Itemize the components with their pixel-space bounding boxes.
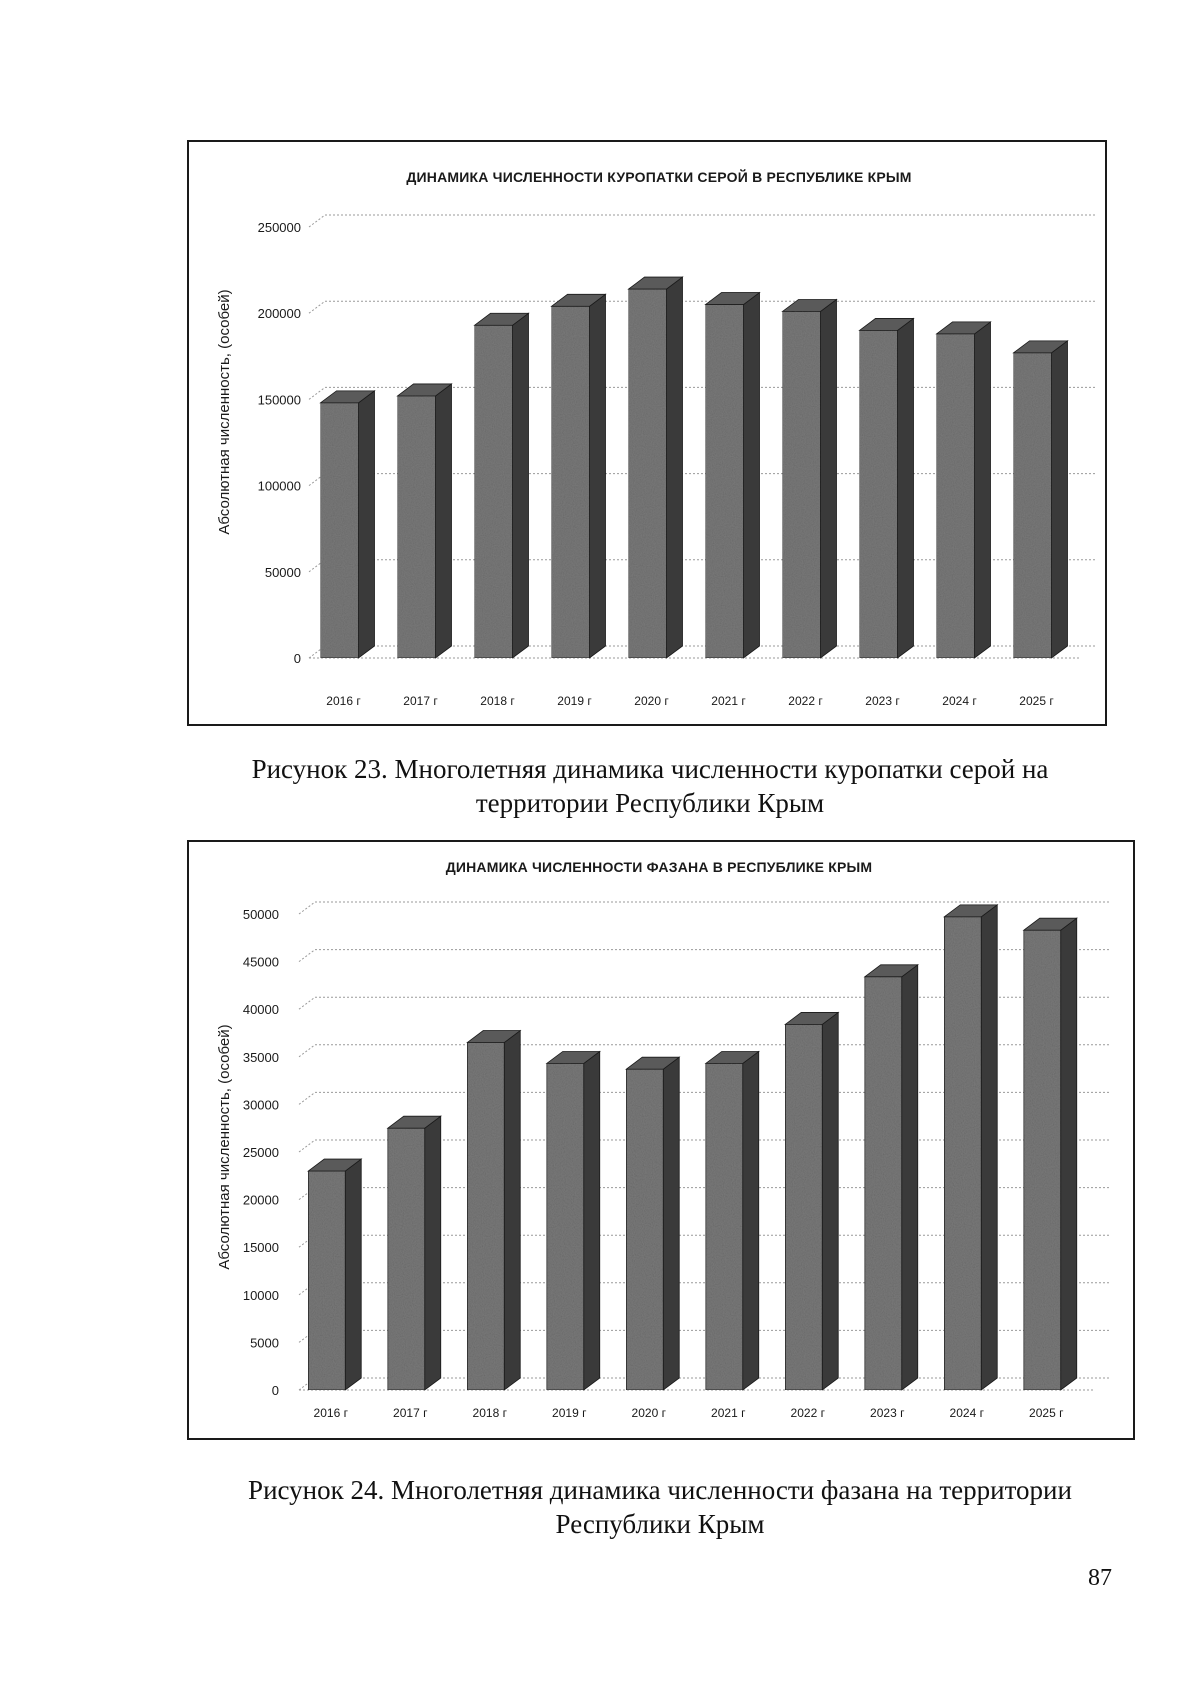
bar-2017г <box>398 384 452 658</box>
bar-front <box>865 977 902 1390</box>
chart-pheasant <box>187 840 1135 1440</box>
y-tick-label: 0 <box>271 1383 279 1398</box>
bar-2020г <box>629 277 683 658</box>
bar-front <box>398 396 436 658</box>
x-tick-label: 2023 г <box>865 694 900 708</box>
bar-front <box>626 1069 663 1390</box>
bar-side <box>902 965 918 1390</box>
bar-front <box>321 403 359 658</box>
bar-side <box>436 384 452 658</box>
bar-2017г <box>388 1116 441 1390</box>
chart-pheasant-svg <box>189 842 1133 1438</box>
bar-side <box>1052 341 1068 658</box>
bar-2020г <box>626 1057 679 1390</box>
bar-2025г <box>1014 341 1068 658</box>
x-tick-label: 2023 г <box>870 1406 905 1420</box>
bar-2023г <box>865 965 918 1390</box>
x-tick-label: 2017 г <box>393 1406 428 1420</box>
y-tick-label: 25000 <box>242 1145 279 1160</box>
y-tick-label: 5000 <box>250 1335 279 1351</box>
bar-2025г <box>1024 918 1077 1390</box>
bar-side <box>345 1159 361 1390</box>
bar-front <box>1024 930 1061 1390</box>
bar-2024г <box>944 905 997 1390</box>
gridline-depth <box>299 950 315 962</box>
bar-2021г <box>706 293 760 658</box>
x-tick-label: 2018 г <box>480 694 515 708</box>
page-number: 87 <box>1088 1565 1112 1591</box>
bar-2018г <box>475 313 529 658</box>
chart-partridge <box>187 140 1107 726</box>
gridline-depth <box>309 301 325 313</box>
bar-side <box>821 299 837 658</box>
x-tick-label: 2024 г <box>949 1406 984 1420</box>
bar-2021г <box>706 1051 759 1390</box>
bar-front <box>629 289 667 658</box>
bar-side <box>425 1116 441 1390</box>
y-tick-label: 40000 <box>242 1002 279 1018</box>
bar-front <box>467 1043 504 1390</box>
chart-title: ДИНАМИКА ЧИСЛЕННОСТИ КУРОПАТКИ СЕРОЙ В РЕСПУБЛИКЕ КРЫМ <box>406 169 912 185</box>
y-axis-label: Абсолютная численность, (особей) <box>216 1024 233 1270</box>
bar-side <box>822 1012 838 1390</box>
bar-front <box>944 917 981 1390</box>
bar-front <box>552 306 590 658</box>
x-tick-label: 2022 г <box>788 694 823 708</box>
y-tick-label: 250000 <box>257 220 301 235</box>
y-tick-label: 20000 <box>242 1192 279 1208</box>
bar-front <box>475 325 513 658</box>
gridline-depth <box>299 1140 315 1152</box>
gridline-depth <box>309 387 325 399</box>
bar-side <box>975 322 991 658</box>
x-tick-label: 2019 г <box>557 694 592 708</box>
figure-23-caption: Рисунок 23. Многолетняя динамика численности куропатки серой на территории Республики Крым <box>251 754 1049 818</box>
bar-side <box>744 293 760 658</box>
x-tick-label: 2021 г <box>711 1406 746 1420</box>
figure-24-caption: Рисунок 24. Многолетняя динамика численности фазана на территории Республики Крым <box>248 1475 1072 1539</box>
bar-side <box>513 313 529 658</box>
gridline-depth <box>299 997 315 1009</box>
bar-front <box>308 1171 345 1390</box>
y-tick-label: 50000 <box>264 564 301 580</box>
y-tick-label: 50000 <box>242 907 279 922</box>
y-tick-label: 30000 <box>242 1097 279 1113</box>
bar-front <box>706 305 744 658</box>
bar-front <box>937 334 975 658</box>
bar-front <box>783 311 821 658</box>
bar-2016г <box>321 391 375 658</box>
bar-2022г <box>783 299 837 658</box>
x-tick-label: 2022 г <box>790 1406 825 1420</box>
bar-front <box>388 1128 425 1390</box>
x-tick-label: 2024 г <box>942 694 977 708</box>
y-tick-label: 15000 <box>242 1240 279 1256</box>
x-tick-label: 2025 г <box>1029 1406 1064 1420</box>
bar-side <box>981 905 997 1390</box>
bar-front <box>1014 353 1052 658</box>
y-tick-label: 100000 <box>257 478 301 494</box>
y-tick-label: 35000 <box>242 1049 279 1065</box>
bar-side <box>743 1051 759 1390</box>
x-tick-label: 2016 г <box>326 694 361 708</box>
bar-2018г <box>467 1031 520 1390</box>
bar-side <box>898 318 914 658</box>
x-tick-label: 2017 г <box>403 694 438 708</box>
bar-front <box>860 330 898 658</box>
x-tick-label: 2020 г <box>634 694 669 708</box>
x-tick-label: 2018 г <box>472 1406 507 1420</box>
gridline-depth <box>299 1092 315 1104</box>
x-tick-label: 2016 г <box>313 1406 348 1420</box>
bar-side <box>359 391 375 658</box>
bar-side <box>1061 918 1077 1390</box>
y-tick-label: 45000 <box>242 954 279 970</box>
y-tick-label: 0 <box>293 651 301 666</box>
y-tick-label: 10000 <box>242 1287 279 1303</box>
bar-side <box>584 1051 600 1390</box>
x-tick-label: 2025 г <box>1019 694 1054 708</box>
bar-2024г <box>937 322 991 658</box>
bar-front <box>706 1063 743 1390</box>
bar-2019г <box>547 1051 600 1390</box>
bar-side <box>663 1057 679 1390</box>
x-tick-label: 2019 г <box>552 1406 587 1420</box>
gridline-depth <box>299 1045 315 1057</box>
y-axis-label: Абсолютная численность, (особей) <box>216 289 233 535</box>
chart-partridge-svg <box>189 142 1105 724</box>
gridline-depth <box>309 215 325 227</box>
bar-side <box>590 294 606 658</box>
bar-front <box>785 1024 822 1390</box>
y-tick-label: 150000 <box>257 392 301 408</box>
bar-side <box>667 277 683 658</box>
y-tick-label: 200000 <box>257 306 301 322</box>
bar-2023г <box>860 318 914 658</box>
chart-title: ДИНАМИКА ЧИСЛЕННОСТИ ФАЗАНА В РЕСПУБЛИКЕ КРЫМ <box>445 859 873 875</box>
bar-front <box>547 1063 584 1390</box>
bar-2016г <box>308 1159 361 1390</box>
x-tick-label: 2021 г <box>711 694 746 708</box>
bar-2019г <box>552 294 606 658</box>
gridline-depth <box>299 902 315 914</box>
bar-side <box>504 1031 520 1390</box>
bar-2022г <box>785 1012 838 1390</box>
x-tick-label: 2020 г <box>631 1406 666 1420</box>
